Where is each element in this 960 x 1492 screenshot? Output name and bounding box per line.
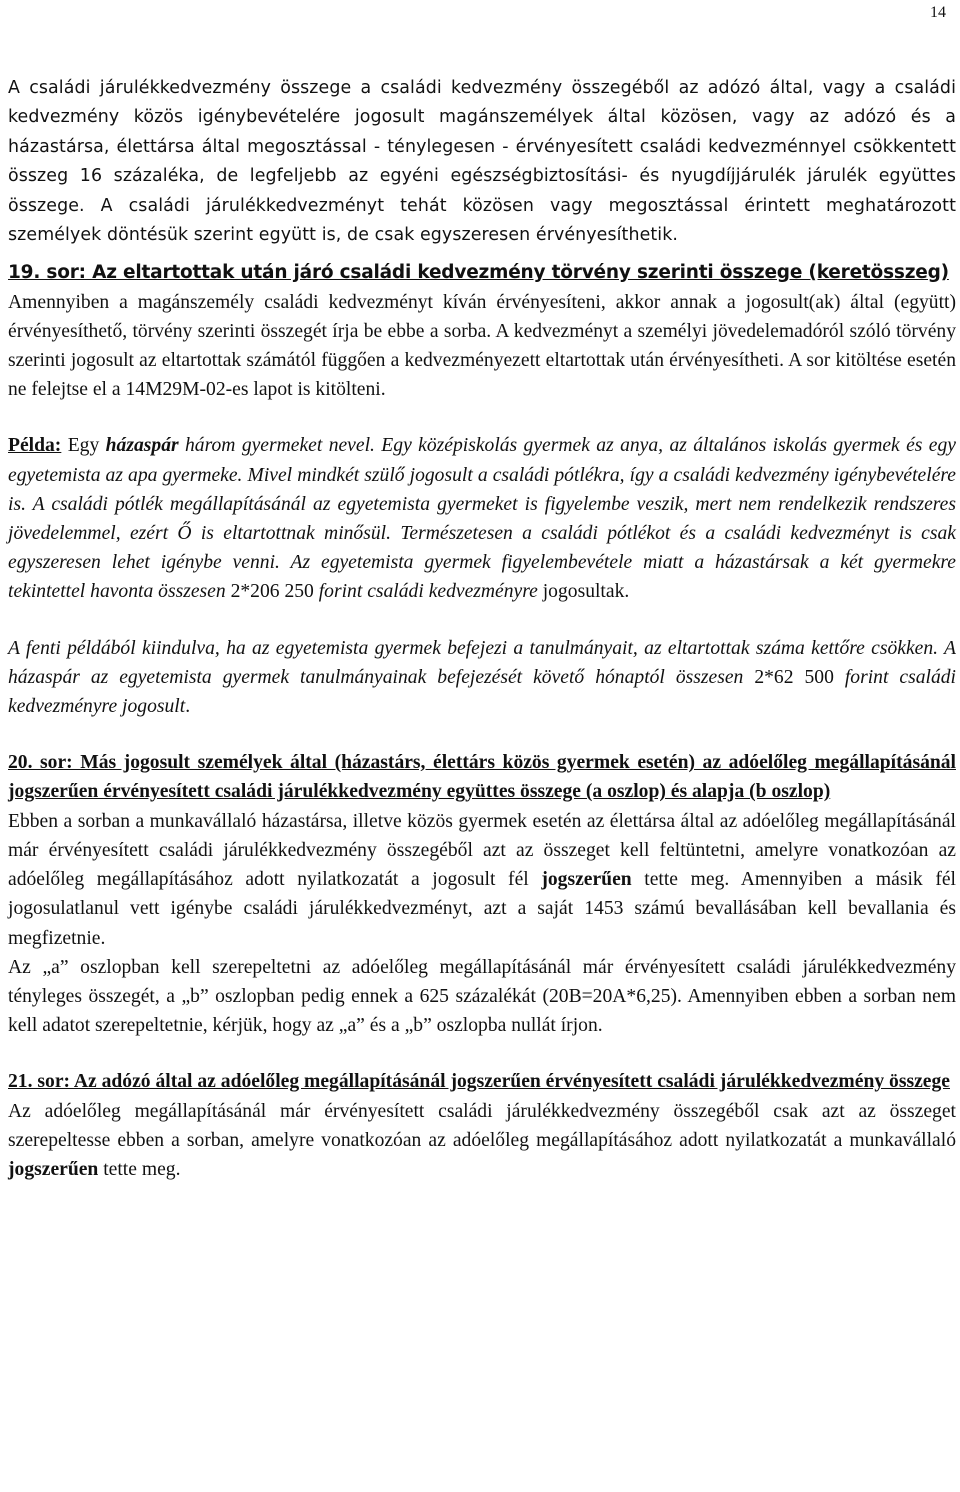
document-body xyxy=(8,74,956,1184)
emphasis-lawfully-21: jogszerűen xyxy=(8,1158,99,1180)
heading-row-19: 19. sor: Az eltartottak után járó családi kedvezmény törvény szerinti összege (keretösszeg) xyxy=(8,262,949,284)
heading-row-20: 20. sor: Más jogosult személyek által (házastárs, élettárs közös gyermek esetén) az adóelőleg megállapításánál jogszerűen érvényesített családi járulékkedvezmény együttes összege (a oszlop) és alapja (b oszlop) xyxy=(8,752,956,803)
emphasis-lawfully: jogszerűen xyxy=(541,869,632,891)
example-couple: házaspár xyxy=(105,435,179,457)
paragraph-row-21: Az adóelőleg megállapításánál már érvényesített családi járulékkedvezmény összegéből csak azt az összeget szerepeltesse ebben a sorban, amelyre vonatkozóan az adóelőleg megállapításához adott nyilatkozatát a munkavállaló jogszerűen tette meg. xyxy=(8,1100,956,1180)
paragraph-family-contribution: A családi járulékkedvezmény összege a családi kedvezmény összegéből az adózó által, vagy a családi kedvezmény közös igénybevételére jogosult magánszemélyek által közösen, vagy az adózó és a házastársa, élettársa által megosztással - ténylegesen - érvényesített családi kedvezménnyel csökkentett összeg 16 százaléka, de legfeljebb az egyéni egészségbiztosítási- és nyugdíjjárulék járulék együttes összege. A családi járulékkedvezményt tehát közösen vagy megosztással érintett meghatározott személyek döntésük szerint együtt is, de csak egyszeresen érvényesíthetik. xyxy=(8,78,956,246)
example-continuation: A fenti példából kiindulva, ha az egyetemista gyermek befejezi a tanulmányait, az eltartottak száma kettőre csökken. A házaspár az egyetemista gyermek tanulmányainak befejezését követő hónaptól összesen 2*62 500 forint családi kedvezményre jogosult. xyxy=(8,637,956,718)
paragraph-row-19: Amennyiben a magánszemély családi kedvezményt kíván érvényesíteni, akkor annak a jogosult(ak) által (együtt) érvényesíthető, törvény szerinti összegét írja be ebbe a sorba. A kedvezményt a személyi jövedelemadóról szóló törvény szerinti jogosult az eltartottak számától függően a kedvezményezett eltartottak után érvényesítheti. A sor kitöltése esetén ne felejtse el a 14M29M-02-es lapot is kitölteni. xyxy=(8,291,956,401)
example-amount: 2*206 250 xyxy=(230,581,314,603)
paragraph-row-20-first: Ebben a sorban a munkavállaló házastársa, illetve közös gyermek esetén az élettársa által az adóelőleg megállapításánál már érvényesített családi járulékkedvezmény összegéből azt az összeget kell feltüntetni, amelyre vonatkozóan az adóelőleg megállapításához adott nyilatkozatát a jogosult fél jogszerűen tette meg. Amennyiben a másik fél jogosulatlanul vett igénybe családi járulékkedvezményt, azt a saját 1453 számú bevallásában kell bevallania és megfizetnie. xyxy=(8,810,956,949)
page-number: 14 xyxy=(930,4,946,21)
example2-amount: 2*62 500 xyxy=(754,666,834,688)
example-label: Példa: xyxy=(8,435,62,457)
paragraph-row-20-second: Az „a” oszlopban kell szerepeltetni az adóelőleg megállapításánál már érvényesített családi járulékkedvezmény tényleges összegét, a „b” oszlopban pedig ennek a 625 százalékát (20B=20A*6,25). Amennyiben ebben a sorban nem kell adatot szerepeltetnie, kérjük, hogy az „a” és a „b” oszlopba nullát írjon. xyxy=(8,956,956,1037)
example-paragraph: Példa: Egy házaspár három gyermeket nevel. Egy középiskolás gyermek az anya, az általános iskolás gyermek és egy egyetemista az apa gyermeke. Mivel mindkét szülő jogosult a családi pótlékra, így a családi kedvezmény igénybevételére is. A családi pótlék megállapításánál az egyetemista gyermeket is figyelembe veszik, mert nem rendelkezik rendszeres jövedelemmel, ezért Ő is eltartottnak minősül. Természetesen a családi pótlékot és a családi kedvezményt is csak egyszeresen lehet igénybe venni. Az egyetemista gyermek figyelembevétele miatt a házastársak a két gyermekre tekintettel havonta összesen 2*206 250 forint családi kedvezményre jogosultak. xyxy=(8,435,956,603)
heading-row-21: 21. sor: Az adózó által az adóelőleg megállapításánál jogszerűen érvényesített családi járulékkedvezmény összege xyxy=(8,1071,950,1093)
